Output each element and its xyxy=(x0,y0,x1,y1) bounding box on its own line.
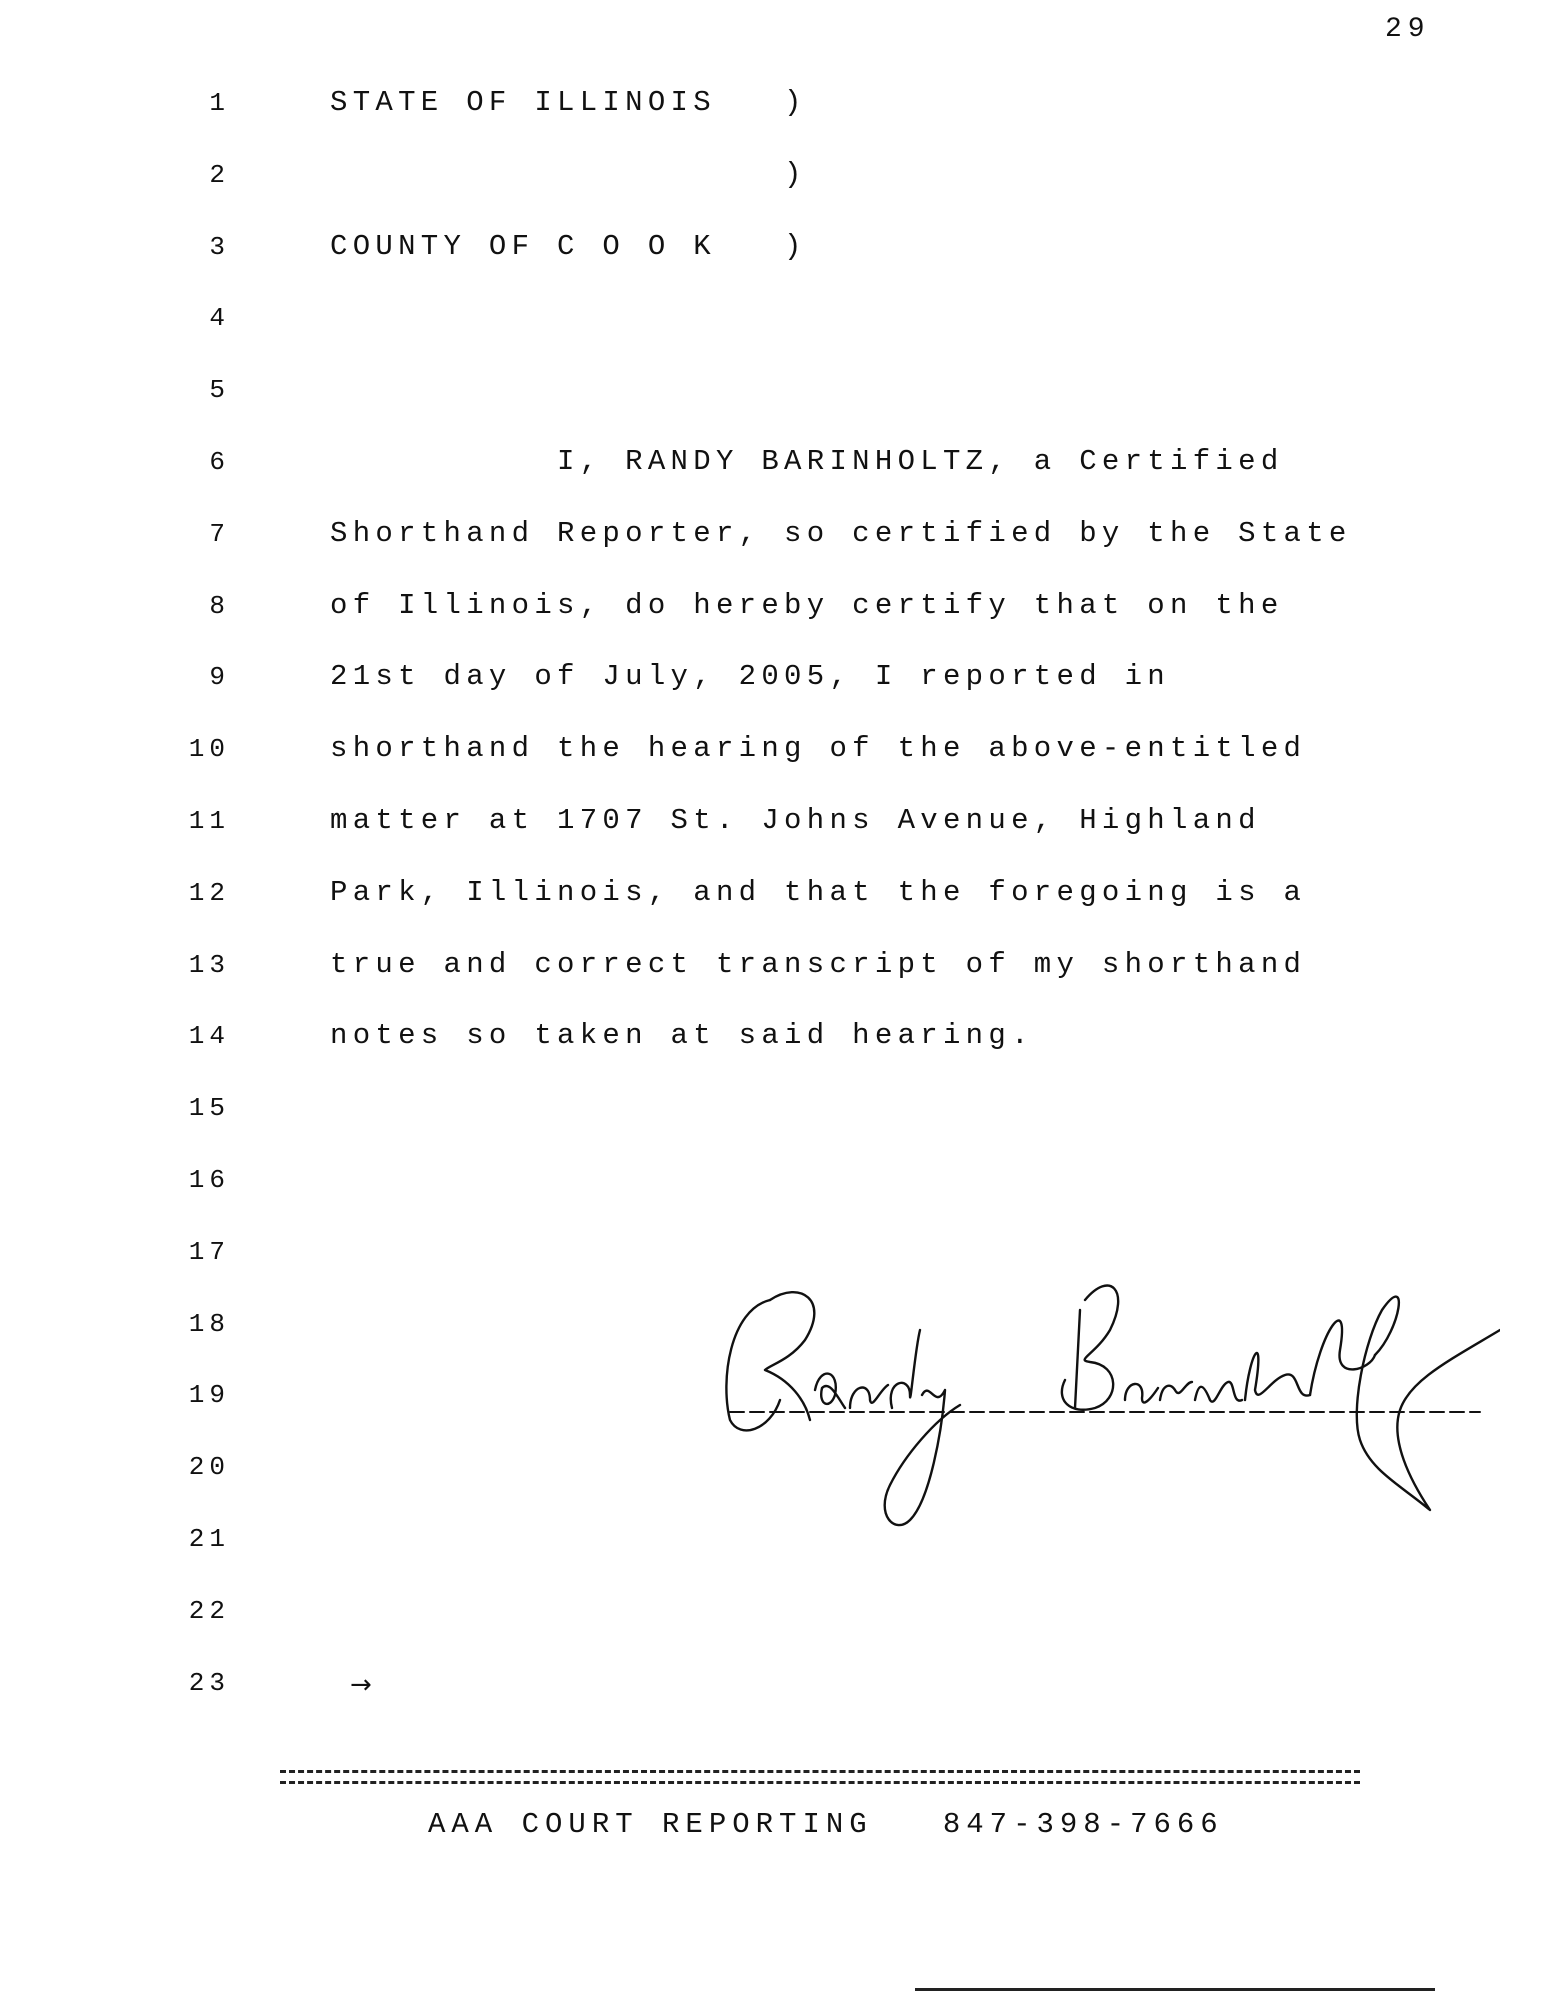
line-number: 13 xyxy=(188,950,230,980)
line-text: 21st day of July, 2005, I reported in xyxy=(330,660,1171,693)
footer xyxy=(428,1808,1224,1841)
line-number: 8 xyxy=(209,591,230,621)
line-number: 11 xyxy=(188,806,230,836)
line-number: 22 xyxy=(188,1596,230,1626)
line-text: COUNTY OF C O O K ) xyxy=(330,230,807,263)
line-number: 12 xyxy=(188,878,230,908)
line-number: 17 xyxy=(188,1237,230,1267)
line-text: matter at 1707 St. Johns Avenue, Highland xyxy=(330,804,1261,837)
line-number: 20 xyxy=(188,1452,230,1482)
line-number: 3 xyxy=(209,232,230,262)
line-number: 9 xyxy=(209,662,230,692)
footer-phone: 847-398-7666 xyxy=(942,1808,1224,1841)
line-number: 1 xyxy=(209,88,230,118)
signature-image xyxy=(710,1270,1500,1540)
line-text: true and correct transcript of my shorthand xyxy=(330,948,1307,981)
line-text: STATE OF ILLINOIS ) xyxy=(330,86,807,119)
page-edge-mark xyxy=(915,1988,1435,1991)
line-number: 21 xyxy=(188,1524,230,1554)
line-text: shorthand the hearing of the above-entitled xyxy=(330,732,1307,765)
line-number: 7 xyxy=(209,519,230,549)
line-text: of Illinois, do hereby certify that on the xyxy=(330,589,1284,622)
line-number: 23 xyxy=(188,1668,230,1698)
line-text: Shorthand Reporter, so certified by the State xyxy=(330,517,1352,550)
line-text: ) xyxy=(330,158,807,191)
line-number: 6 xyxy=(209,447,230,477)
footer-company: AAA COURT REPORTING xyxy=(428,1808,873,1841)
line-text: Park, Illinois, and that the foregoing is a xyxy=(330,876,1307,909)
footer-divider xyxy=(280,1770,1360,1784)
arrow-icon: → xyxy=(350,1670,372,1700)
line-number: 2 xyxy=(209,160,230,190)
line-number: 16 xyxy=(188,1165,230,1195)
line-number: 10 xyxy=(188,734,230,764)
page-number: 29 xyxy=(1385,14,1431,45)
line-number: 14 xyxy=(188,1021,230,1051)
line-number: 4 xyxy=(209,303,230,333)
line-number: 5 xyxy=(209,375,230,405)
line-text: I, RANDY BARINHOLTZ, a Certified xyxy=(330,445,1284,478)
line-number: 15 xyxy=(188,1093,230,1123)
line-number: 19 xyxy=(188,1380,230,1410)
line-number: 18 xyxy=(188,1309,230,1339)
line-text: notes so taken at said hearing. xyxy=(330,1019,1034,1052)
